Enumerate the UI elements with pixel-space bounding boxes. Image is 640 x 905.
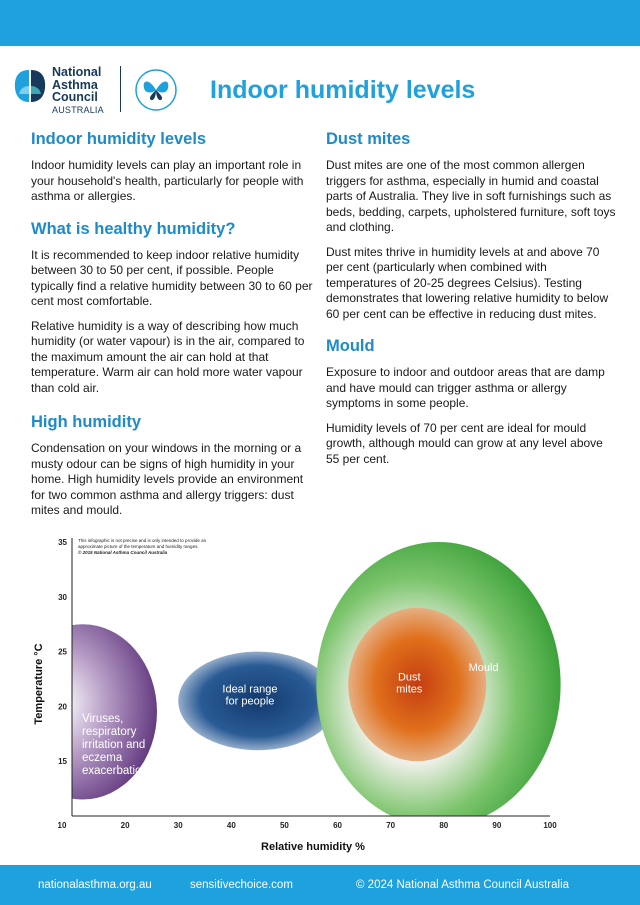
page-footer bbox=[0, 865, 640, 905]
x-tick-label: 40 bbox=[226, 821, 236, 830]
x-tick-label: 80 bbox=[439, 821, 449, 830]
heading-dust-mites: Dust mites bbox=[326, 130, 411, 148]
heading-indoor-humidity: Indoor humidity levels bbox=[31, 130, 207, 148]
x-tick-label: 20 bbox=[120, 821, 130, 830]
region-viruses-label: Viruses, respiratory irritation and eczema exacerbation bbox=[82, 713, 148, 777]
paragraph-healthy-humidity-1: It is recommended to keep indoor relative humidity between 30 to 50 per cent, if possible. People typically find a relative humidity between 30 to 60 per cent most comfortable. bbox=[31, 247, 313, 308]
heading-mould: Mould bbox=[326, 337, 375, 355]
right-column bbox=[326, 130, 616, 476]
org-name-line2: Asthma bbox=[52, 77, 98, 92]
asthma-council-name bbox=[52, 66, 104, 116]
y-tick-label: 30 bbox=[58, 592, 67, 602]
top-banner bbox=[0, 0, 640, 46]
region-mould-label: Mould bbox=[468, 661, 499, 674]
footer-copyright: © 2024 National Asthma Council Australia bbox=[356, 879, 570, 891]
chart-disclaimer-line1: This infographic is not precise and is only intended to provide an bbox=[78, 538, 207, 543]
paragraph-mould-1: Exposure to indoor and outdoor areas that are damp and have mould can trigger asthma or allergy symptoms in some people. bbox=[326, 365, 605, 410]
logo-divider bbox=[120, 66, 121, 112]
paragraph-high-humidity: Condensation on your windows in the morning or a musty odour can be signs of high humidity in your home. High humidity levels provide an environment for two common asthma and allergy triggers: dust mites and mould. bbox=[31, 441, 304, 517]
paragraph-healthy-humidity-2: Relative humidity is a way of describing how much humidity (or water vapour) is in the air, compared to the maximum amount the air can hold at that temperature. Warm air can hold more water vapour than cold air. bbox=[31, 318, 305, 395]
chart-disclaimer-line2: approximate picture of the temperature and humidity ranges. bbox=[78, 544, 199, 549]
org-name-line3: Council bbox=[52, 90, 98, 104]
x-tick-label: 10 bbox=[57, 821, 67, 830]
y-tick-label: 25 bbox=[58, 647, 67, 657]
org-name-line4: AUSTRALIA bbox=[52, 104, 104, 115]
heading-high-humidity: High humidity bbox=[31, 413, 141, 431]
x-tick-label: 70 bbox=[386, 821, 396, 830]
x-tick-label: 60 bbox=[333, 821, 343, 830]
x-tick-label: 50 bbox=[279, 821, 289, 830]
y-tick-label: 15 bbox=[58, 757, 67, 767]
region-dust-mites-label: Dust mites bbox=[396, 671, 423, 696]
footer-link-sensitivechoice[interactable]: sensitivechoice.com bbox=[190, 879, 293, 891]
asthma-council-logo-icon bbox=[12, 66, 48, 106]
page-title: Indoor humidity levels bbox=[210, 76, 476, 104]
paragraph-dust-mites-1: Dust mites are one of the most common allergen triggers for asthma, especially in humid and coastal parts of Australia. They live in soft furnishings such as beds, bedding, carpets, upholstered furniture, soft toys and clothing. bbox=[326, 158, 616, 234]
sensitive-choice-logo-icon bbox=[134, 68, 178, 112]
heading-healthy-humidity: What is healthy humidity? bbox=[31, 219, 236, 238]
chart-regions bbox=[8, 542, 560, 827]
x-axis-label: Relative humidity % bbox=[261, 841, 365, 853]
y-tick-label: 35 bbox=[58, 538, 67, 547]
paragraph-dust-mites-2: Dust mites thrive in humidity levels at and above 70 per cent (particularly when combined with temperatures of 20-25 degrees Celsius). Testing demonstrates that lowering relative humidity to below 60 per cent can be effective in reducing dust mites. bbox=[326, 244, 609, 321]
y-axis-label: Temperature °C bbox=[33, 643, 45, 725]
page-header bbox=[0, 58, 640, 120]
left-column bbox=[31, 130, 316, 528]
x-tick-label: 90 bbox=[492, 821, 502, 830]
paragraph-mould-2: Humidity levels of 70 per cent are ideal for mould growth, although mould can grow at any level above 55 per cent. bbox=[326, 420, 603, 466]
region-ideal-range-label: Ideal range for people bbox=[222, 683, 278, 708]
footer-link-nationalasthma[interactable]: nationalasthma.org.au bbox=[38, 879, 152, 891]
y-tick-label: 20 bbox=[58, 702, 67, 712]
x-tick-label: 100 bbox=[543, 821, 557, 830]
org-name-line1: National bbox=[52, 65, 102, 79]
paragraph-indoor-humidity: Indoor humidity levels can play an important role in your household's health, particularly for people with asthma or allergies. bbox=[31, 158, 304, 203]
x-tick-label: 30 bbox=[173, 821, 183, 830]
chart-disclaimer-line3: © 2015 National Asthma Council Australia bbox=[78, 550, 168, 555]
humidity-temperature-chart bbox=[0, 528, 640, 858]
